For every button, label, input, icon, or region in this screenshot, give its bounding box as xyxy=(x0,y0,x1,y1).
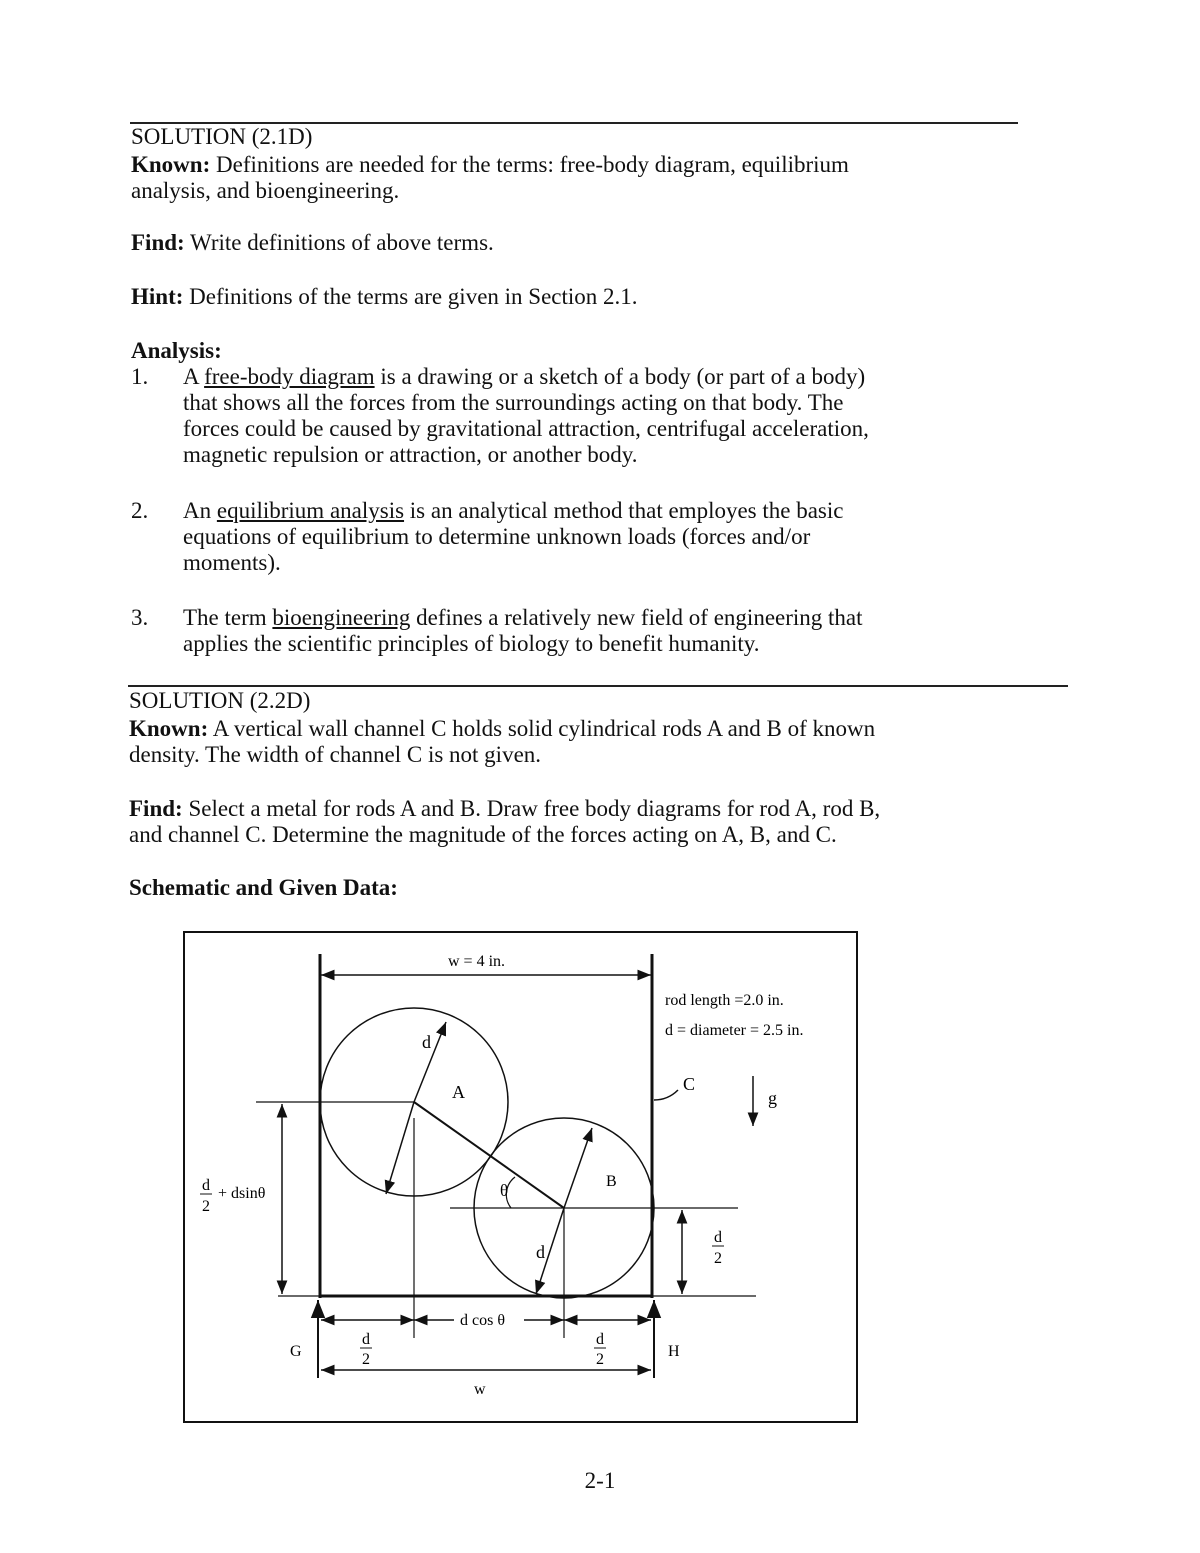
section1-hint xyxy=(131,284,638,310)
section2-find-line2: and channel C. Determine the magnitude of the forces acting on A, B, and C. xyxy=(129,822,837,847)
item-line: moments). xyxy=(183,550,281,575)
item-number: 2. xyxy=(131,498,149,523)
bottom-right-frac-den: 2 xyxy=(596,1351,604,1368)
term-equilibrium-analysis: equilibrium analysis xyxy=(216,498,405,523)
item-number: 1. xyxy=(131,364,149,389)
bottom-left-frac-num: d xyxy=(362,1331,370,1348)
hint-text: Definitions of the terms are given in Section 2.1. xyxy=(189,284,638,309)
find-label: Find: xyxy=(129,796,183,821)
rod-b-label: B xyxy=(606,1173,617,1190)
item-line1: A free-body diagram is a drawing or a sketch of a body (or part of a body) xyxy=(183,364,866,389)
section2-top-rule xyxy=(128,685,1068,687)
analysis-heading: Analysis: xyxy=(131,338,222,363)
item-line: applies the scientific principles of biology to benefit humanity. xyxy=(183,631,760,656)
known-label: Known: xyxy=(129,716,209,741)
bottom-left-frac-den: 2 xyxy=(362,1351,370,1368)
gravity-label: g xyxy=(768,1088,777,1108)
channel-c-label: C xyxy=(683,1074,696,1094)
item-line1: An equilibrium analysis is an analytical method that employes the basic xyxy=(183,498,844,523)
hint-label: Hint: xyxy=(131,284,184,309)
right-dim-num: d xyxy=(714,1229,722,1246)
known-label: Known: xyxy=(131,152,211,177)
rod-b-d-label: d xyxy=(536,1242,545,1262)
theta-label: θ xyxy=(500,1181,509,1200)
bottom-width-label: w xyxy=(474,1381,486,1398)
item-line: that shows all the forces from the surroundings acting on that body. The xyxy=(183,390,844,415)
term-bioengineering: bioengineering xyxy=(272,605,411,630)
bottom-right-frac-num: d xyxy=(596,1331,604,1348)
item-line: equations of equilibrium to determine unknown loads (forces and/or xyxy=(183,524,811,549)
section2-known-line2: density. The width of channel C is not given. xyxy=(129,742,542,767)
item-line: magnetic repulsion or attraction, or another body. xyxy=(183,442,638,467)
find-label: Find: xyxy=(131,230,185,255)
section2-find xyxy=(129,796,880,822)
term-free-body-diagram: free-body diagram xyxy=(204,364,375,389)
dcos-label: d cos θ xyxy=(460,1312,505,1329)
rod-a-label: A xyxy=(452,1082,465,1102)
width-label: w = 4 in. xyxy=(448,953,506,970)
item-number: 3. xyxy=(131,605,149,630)
right-dim-den: 2 xyxy=(714,1250,722,1267)
section1-find xyxy=(131,230,494,256)
schematic-figure xyxy=(178,928,858,1426)
center-line-ab xyxy=(414,1102,564,1208)
diameter-label: d = diameter = 2.5 in. xyxy=(665,1022,804,1039)
find-text: Write definitions of above terms. xyxy=(190,230,494,255)
section2-known xyxy=(129,716,875,742)
rod-a-diameter-arrow-2 xyxy=(386,1102,414,1194)
left-dim-suffix: + dsinθ xyxy=(218,1185,266,1202)
rod-length-label: rod length =2.0 in. xyxy=(665,992,784,1009)
schematic-heading: Schematic and Given Data: xyxy=(129,875,398,900)
left-dim-frac-num: d xyxy=(202,1177,210,1194)
support-h-label: H xyxy=(668,1343,680,1360)
rod-b-diameter-arrow xyxy=(564,1128,592,1208)
known-text-line1: Definitions are needed for the terms: free-body diagram, equilibrium xyxy=(216,152,849,177)
channel-c-leader xyxy=(654,1090,678,1100)
page-number: 2-1 xyxy=(584,1468,616,1493)
item-line: forces could be caused by gravitational attraction, centrifugal acceleration, xyxy=(183,416,869,441)
section1-known xyxy=(131,152,849,178)
support-g-label: G xyxy=(290,1343,302,1360)
left-dim-frac-den: 2 xyxy=(202,1198,210,1215)
section2-heading: SOLUTION (2.2D) xyxy=(129,688,311,713)
item-line1: The term bioengineering defines a relatively new field of engineering that xyxy=(183,605,863,630)
rod-a-d-label: d xyxy=(422,1032,431,1052)
known-text-line1: A vertical wall channel C holds solid cylindrical rods A and B of known xyxy=(212,716,876,741)
section1-known-line2: analysis, and bioengineering. xyxy=(131,178,400,203)
find-text-line1: Select a metal for rods A and B. Draw free body diagrams for rod A, rod B, xyxy=(188,796,881,821)
section1-heading: SOLUTION (2.1D) xyxy=(131,124,313,149)
